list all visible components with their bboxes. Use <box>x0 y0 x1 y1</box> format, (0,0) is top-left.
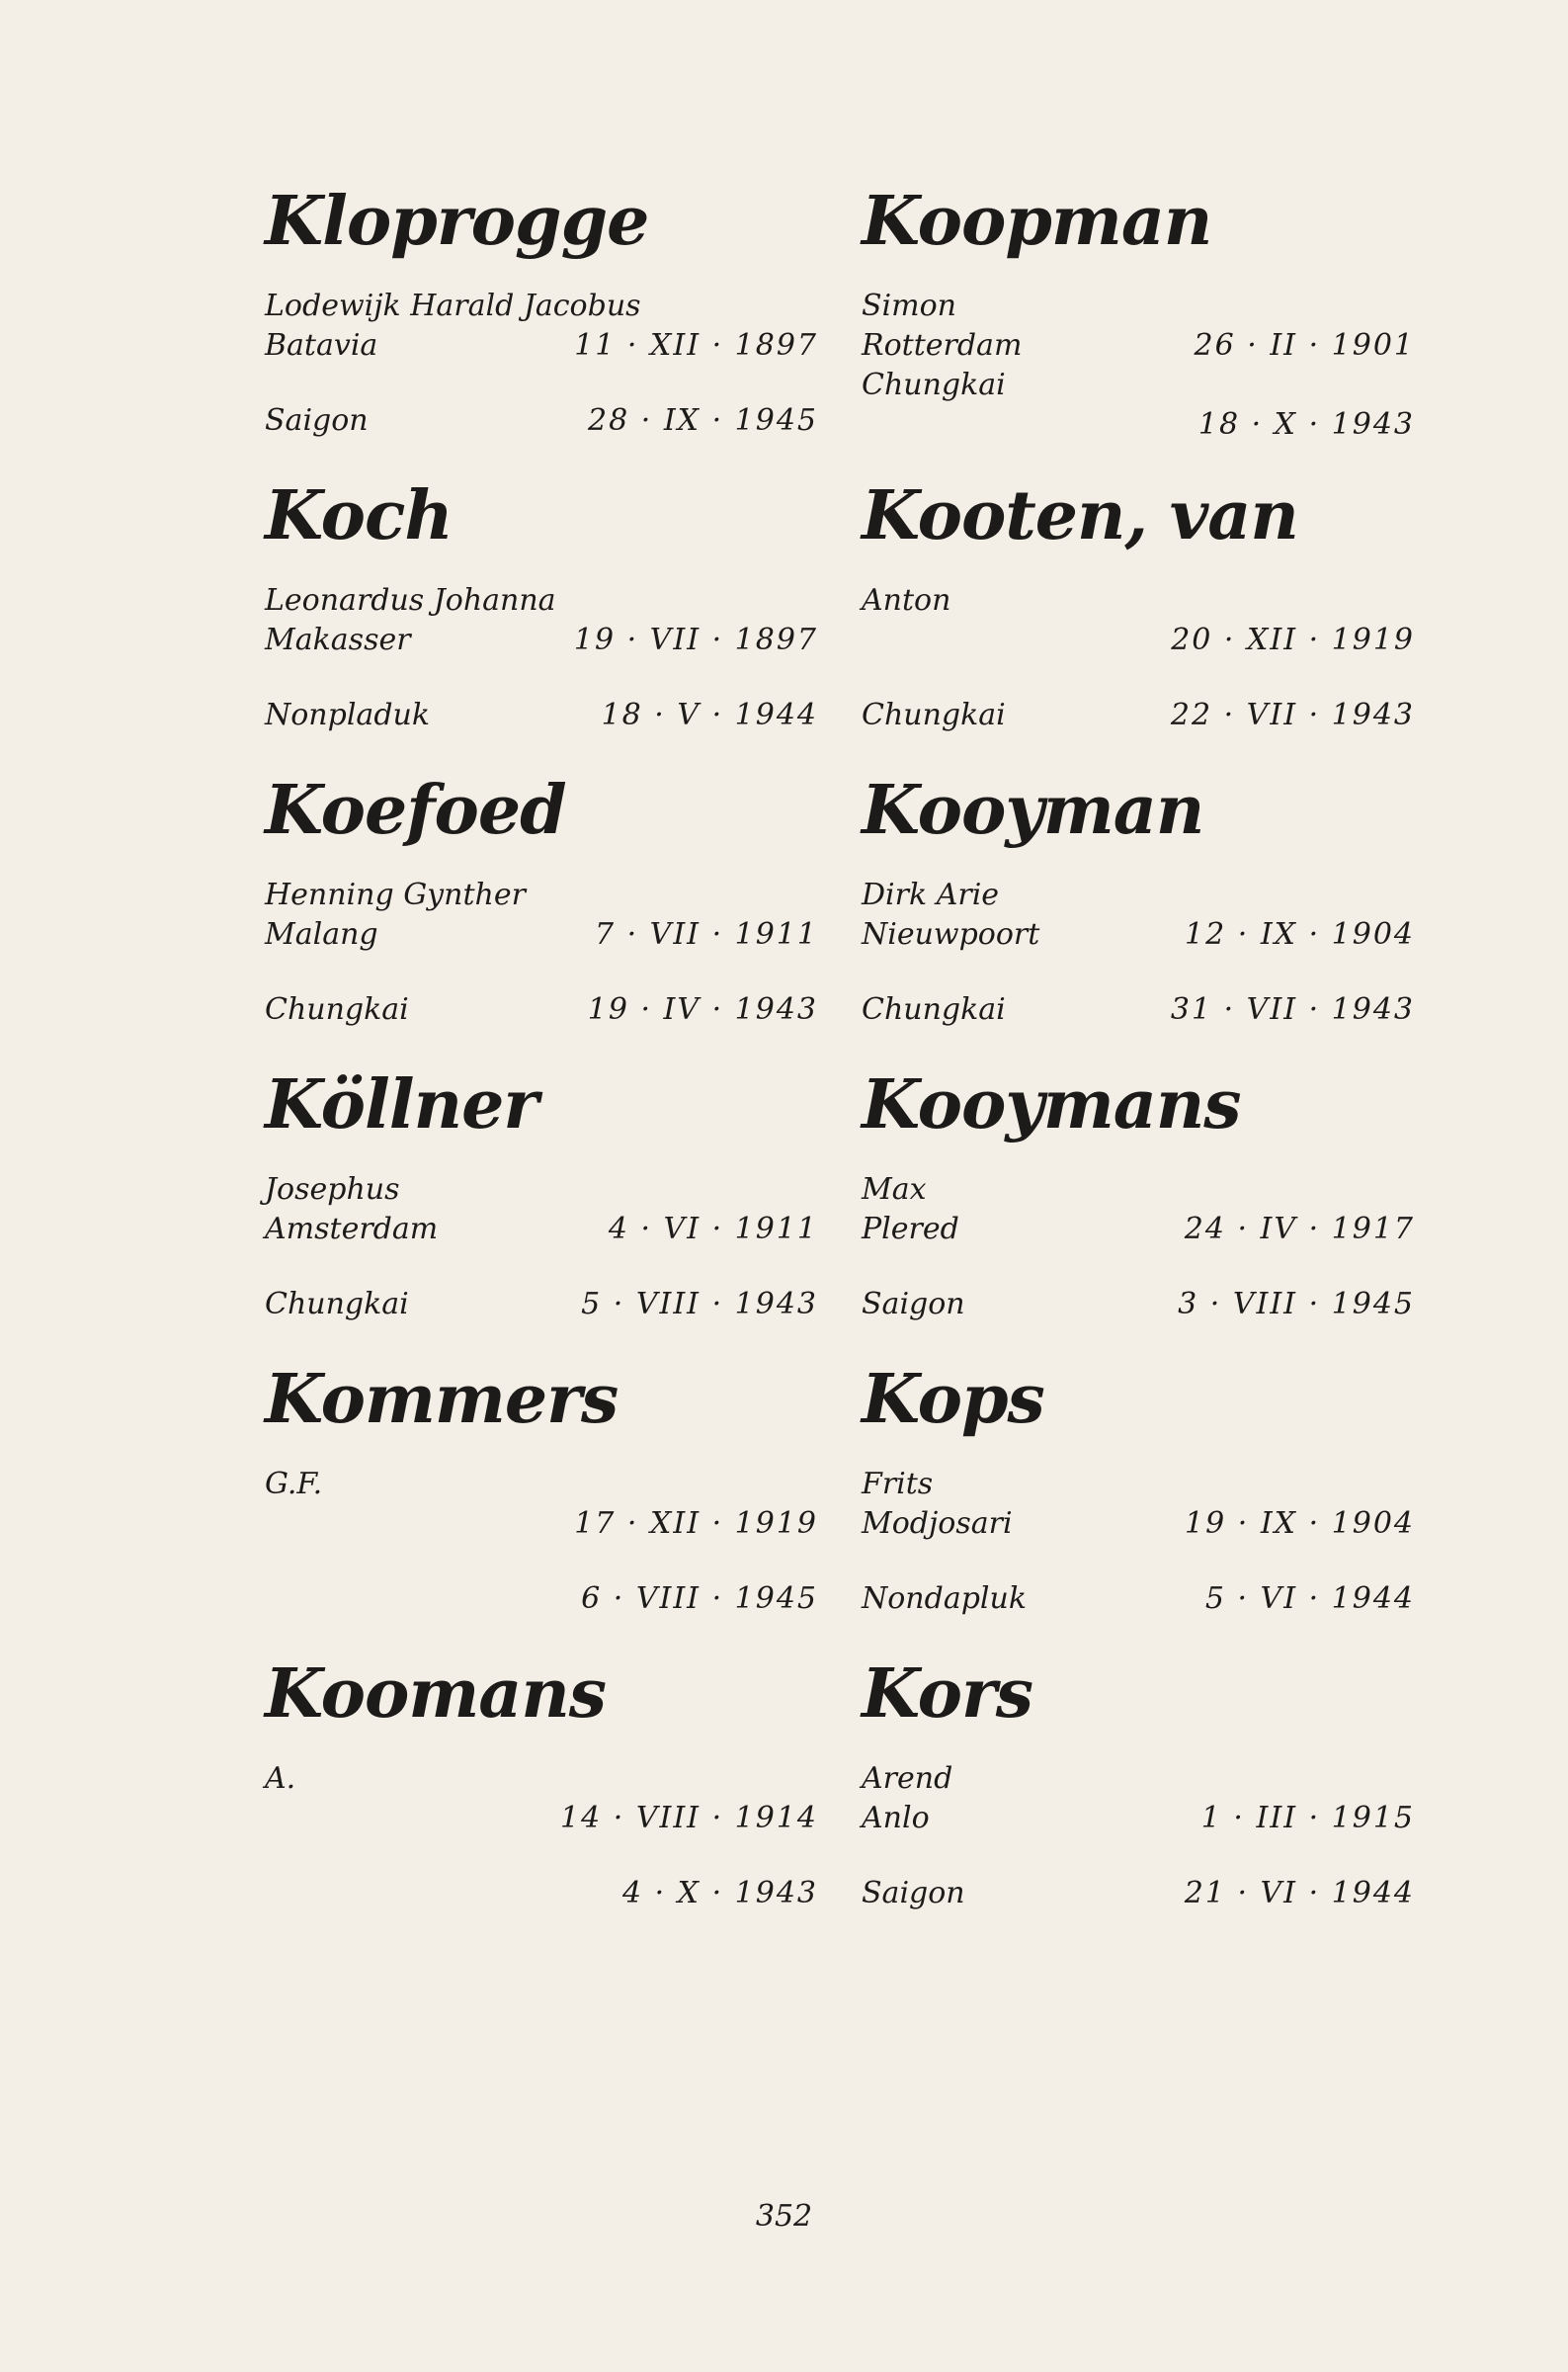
surname: Kors <box>862 1654 1033 1734</box>
death-place: Saigon <box>862 1876 965 1910</box>
death-date: 22 · VII · 1943 <box>1170 698 1415 732</box>
death-place: Chungkai <box>265 1287 409 1321</box>
given-names: Anton <box>862 583 951 618</box>
death-place: Nonpladuk <box>265 698 431 732</box>
page-number: 352 <box>755 2199 813 2234</box>
death-place: Chungkai <box>862 698 1006 732</box>
surname: Koopman <box>862 182 1212 261</box>
entry <box>862 1061 1415 1356</box>
birth-place: Makasser <box>265 623 411 657</box>
death-date: 19 · IV · 1943 <box>587 992 818 1027</box>
surname: Koomans <box>265 1654 607 1734</box>
surname: Kops <box>862 1360 1044 1439</box>
death-date: 28 · IX · 1945 <box>588 403 818 438</box>
birth-date: 11 · XII · 1897 <box>574 328 818 363</box>
death-date: 4 · X · 1943 <box>621 1876 818 1910</box>
death-date: 21 · VI · 1944 <box>1184 1876 1415 1910</box>
death-date: 5 · VIII · 1943 <box>581 1287 818 1321</box>
birth-date: 20 · XII · 1919 <box>1171 623 1415 657</box>
birth-date: 24 · IV · 1917 <box>1184 1212 1415 1246</box>
extra-place: Chungkai <box>862 368 1006 402</box>
entry <box>862 1651 1415 1945</box>
surname: Kloprogge <box>265 182 649 261</box>
death-date: 3 · VIII · 1945 <box>1178 1287 1415 1321</box>
entry <box>862 1356 1415 1651</box>
given-names: Leonardus Johanna <box>265 583 556 618</box>
surname: Kommers <box>265 1360 619 1439</box>
given-names: Simon <box>862 289 956 323</box>
given-names: Josephus <box>265 1172 400 1207</box>
birth-date: 14 · VIII · 1914 <box>560 1801 818 1835</box>
surname: Koch <box>265 476 453 555</box>
surname: Kooymans <box>862 1065 1241 1144</box>
birth-place: Anlo <box>862 1801 930 1835</box>
birth-date: 7 · VII · 1911 <box>594 917 818 952</box>
death-date: 6 · VIII · 1945 <box>581 1581 818 1616</box>
death-date: 5 · VI · 1944 <box>1204 1581 1415 1616</box>
entry <box>265 178 818 472</box>
death-place: Saigon <box>265 403 369 438</box>
given-names: Frits <box>862 1467 934 1501</box>
birth-date: 19 · VII · 1897 <box>573 623 818 657</box>
left-column <box>265 178 818 1945</box>
given-names: G.F. <box>265 1467 323 1501</box>
entry <box>265 1061 818 1356</box>
surname: Kooyman <box>862 771 1204 850</box>
right-column <box>862 178 1415 1945</box>
death-date: 18 · V · 1944 <box>601 698 818 732</box>
birth-date: 12 · IX · 1904 <box>1185 917 1415 952</box>
entry <box>862 178 1415 472</box>
birth-date: 19 · IX · 1904 <box>1185 1506 1415 1541</box>
birth-place: Modjosari <box>862 1506 1013 1541</box>
death-date: 31 · VII · 1943 <box>1170 992 1415 1027</box>
birth-place: Batavia <box>265 328 378 363</box>
entry <box>862 767 1415 1061</box>
birth-place: Rotterdam <box>862 328 1023 363</box>
birth-date: 26 · II · 1901 <box>1194 328 1415 363</box>
entry <box>265 1651 818 1945</box>
given-names: A. <box>265 1761 296 1796</box>
death-place: Saigon <box>862 1287 965 1321</box>
birth-place: Malang <box>265 917 378 952</box>
birth-place: Amsterdam <box>265 1212 439 1246</box>
birth-date: 1 · III · 1915 <box>1200 1801 1415 1835</box>
entry <box>265 767 818 1061</box>
surname: Kooten, van <box>862 476 1298 555</box>
surname: Koefoed <box>265 771 566 850</box>
given-names: Dirk Arie <box>862 878 1000 912</box>
given-names: Max <box>862 1172 927 1207</box>
birth-place: Nieuwpoort <box>862 917 1040 952</box>
given-names: Lodewijk Harald Jacobus <box>265 289 641 323</box>
given-names: Henning Gynther <box>265 878 526 912</box>
death-date: 18 · X · 1943 <box>1197 407 1415 442</box>
death-place: Nondapluk <box>862 1581 1028 1616</box>
birth-place: Plered <box>862 1212 959 1246</box>
death-place: Chungkai <box>862 992 1006 1027</box>
death-place: Chungkai <box>265 992 409 1027</box>
entry <box>265 472 818 767</box>
entry <box>862 472 1415 767</box>
entry <box>265 1356 818 1651</box>
given-names: Arend <box>862 1761 953 1796</box>
surname: Köllner <box>265 1065 538 1144</box>
birth-date: 4 · VI · 1911 <box>608 1212 818 1246</box>
birth-date: 17 · XII · 1919 <box>574 1506 818 1541</box>
